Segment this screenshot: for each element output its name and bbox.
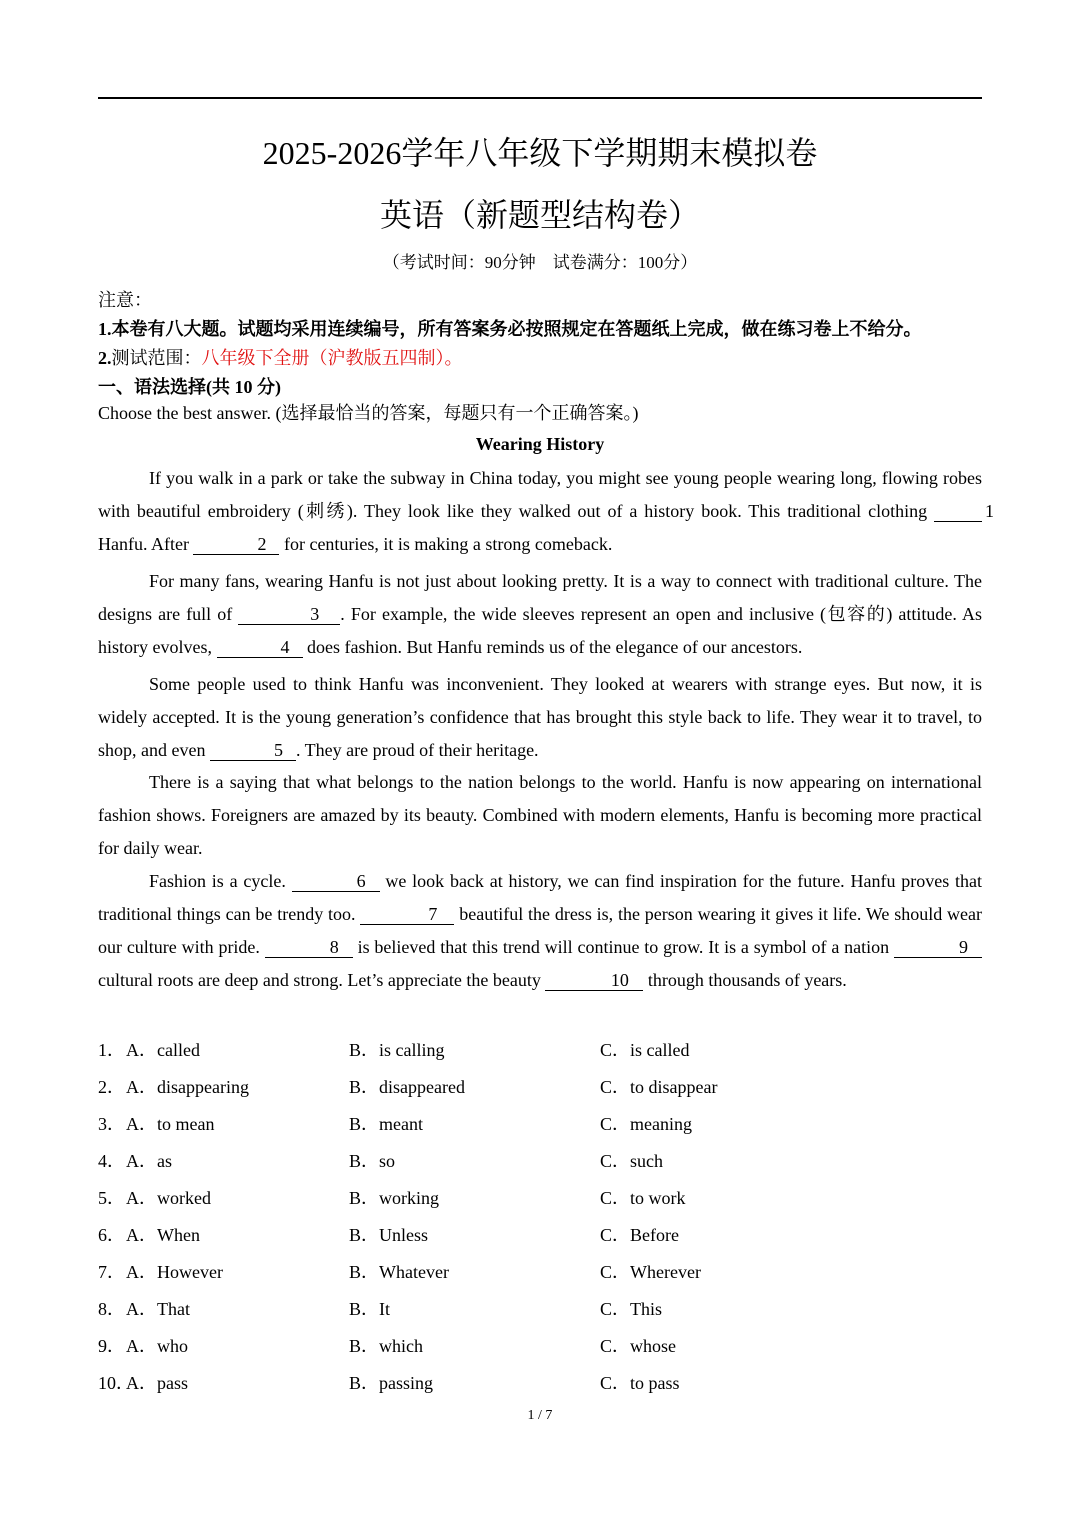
blank-4: 4: [217, 637, 303, 658]
header-rule: [98, 97, 982, 99]
option-row: [98, 1295, 982, 1321]
option-a: A．to mean: [126, 1114, 215, 1134]
blank-7: 7: [360, 904, 454, 925]
option-c: C．such: [600, 1151, 663, 1171]
option-row: [98, 1110, 982, 1136]
passage-paragraph-2: For many fans, wearing Hanfu is not just about looking pretty. It is a way to connect with traditional culture. The designs are full of 3 . For example, the wide sleeves represent an open and inclusive (包容的) attitude. As history evolves, 4 does fashion. But Hanfu reminds us of the elegance of our ancestors.: [98, 571, 982, 657]
option-b: B．disappeared: [349, 1077, 465, 1097]
option-row: [98, 1221, 982, 1247]
question-number: 2．: [98, 1077, 125, 1097]
exam-title: 2025-2026学年八年级下学期期末模拟卷: [262, 135, 818, 171]
blank-3: 3: [238, 604, 340, 625]
question-number: 7．: [98, 1262, 125, 1282]
option-b: B．working: [349, 1188, 439, 1208]
option-c: C．is called: [600, 1040, 690, 1060]
option-a: A．as: [126, 1151, 172, 1171]
blank-2: 2: [193, 534, 279, 555]
question-number: 8．: [98, 1299, 125, 1319]
option-c: C．meaning: [600, 1114, 692, 1134]
option-c: C．Before: [600, 1225, 679, 1245]
option-row: [98, 1184, 982, 1210]
passage-paragraph-4: There is a saying that what belongs to the nation belongs to the world. Hanfu is now appearing on international fashion shows. Foreigners are amazed by its beauty. Combined with modern elements, Hanfu is becoming more practical for daily wear.: [98, 772, 982, 858]
option-row: [98, 1258, 982, 1284]
question-number: 10．: [98, 1373, 134, 1393]
option-row: [98, 1147, 982, 1173]
passage-paragraph-5: Fashion is a cycle. 6 we look back at history, we can find inspiration for the future. Hanfu proves that traditional things can be trendy too. 7 beautiful the dress is, the person wearing it gives it life. We should wear our culture with pride. 8 is believed that this trend will continue to grow. It is a symbol of a nation 9 cultural roots are deep and strong. Let’s appreciate the beauty 10 through thousands of years.: [98, 871, 983, 990]
exam-subtitle: 英语（新题型结构卷）: [379, 197, 700, 233]
option-a: A．pass: [126, 1373, 188, 1393]
notes-label: 注意：: [98, 290, 152, 310]
question-number: 3．: [98, 1114, 125, 1134]
exam-info: （考试时间：90分钟 试卷满分：100分）: [382, 253, 698, 272]
blank-5: 5: [210, 740, 296, 761]
section-heading: 一、语法选择(共 10 分): [98, 377, 281, 397]
option-b: B．meant: [349, 1114, 423, 1134]
option-a: A．When: [126, 1225, 200, 1245]
note-2-label: 测试范围：: [111, 348, 202, 368]
blank-9: 9: [894, 937, 982, 958]
blank-10: 10: [545, 970, 643, 991]
option-c: C．Wherever: [600, 1262, 701, 1282]
option-c: C．to work: [600, 1188, 686, 1208]
option-a: A．worked: [126, 1188, 211, 1208]
question-number: 9．: [98, 1336, 125, 1356]
option-c: C．whose: [600, 1336, 676, 1356]
passage-paragraph-3: Some people used to think Hanfu was inconvenient. They looked at wearers with strange eyes. But now, it is widely accepted. It is the young generation’s confidence that has brought this style back to life. They wear it to travel, to shop, and even 5 . They are proud of their heritage.: [98, 674, 982, 760]
note-1-text: 本卷有八大题。试题均采用连续编号，所有答案务必按照规定在答题纸上完成，做在练习卷上不给分。: [111, 319, 922, 339]
option-a: A．called: [126, 1040, 200, 1060]
note-1-number: 1.: [98, 319, 112, 339]
option-b: B．which: [349, 1336, 423, 1356]
option-a: A．However: [126, 1262, 223, 1282]
option-b: B．so: [349, 1151, 396, 1171]
blank-8: 8: [265, 937, 353, 958]
option-c: C．to pass: [600, 1373, 680, 1393]
option-row: [98, 1036, 982, 1062]
option-b: B．Unless: [349, 1225, 429, 1245]
option-a: A．disappearing: [126, 1077, 249, 1097]
note-2-scope: 八年级下全册（沪教版五四制）。: [201, 348, 463, 368]
option-a: A．who: [126, 1336, 188, 1356]
question-number: 5．: [98, 1188, 125, 1208]
note-2-number: 2.: [98, 348, 112, 368]
option-b: B．It: [349, 1299, 391, 1319]
option-row: [98, 1073, 982, 1099]
note-2: [98, 344, 463, 370]
blank-6: 6: [292, 871, 380, 892]
option-row: [98, 1332, 982, 1358]
page-number: 1 / 7: [527, 1408, 553, 1423]
blank-1: 1: [934, 501, 982, 522]
option-a: A．That: [126, 1299, 190, 1319]
option-c: C．This: [600, 1299, 663, 1319]
option-c: C．to disappear: [600, 1077, 718, 1097]
passage-title: Wearing History: [475, 434, 605, 454]
question-number: 1．: [98, 1040, 125, 1060]
question-number: 4．: [98, 1151, 125, 1171]
option-b: B．passing: [349, 1373, 434, 1393]
option-b: B．Whatever: [349, 1262, 449, 1282]
section-instruction: Choose the best answer. (选择最恰当的答案，每题只有一个正确答案。): [98, 403, 639, 423]
note-1: [98, 315, 922, 341]
option-row: [98, 1369, 982, 1395]
question-number: 6．: [98, 1225, 125, 1245]
option-b: B．is calling: [349, 1040, 445, 1060]
passage-paragraph-1: If you walk in a park or take the subway in China today, you might see young people wearing long, flowing robes with beautiful embroidery (刺绣). They look like they walked out of a history book. This traditional clothing 1 Hanfu. After 2 for centuries, it is making a strong comeback.: [98, 468, 994, 554]
